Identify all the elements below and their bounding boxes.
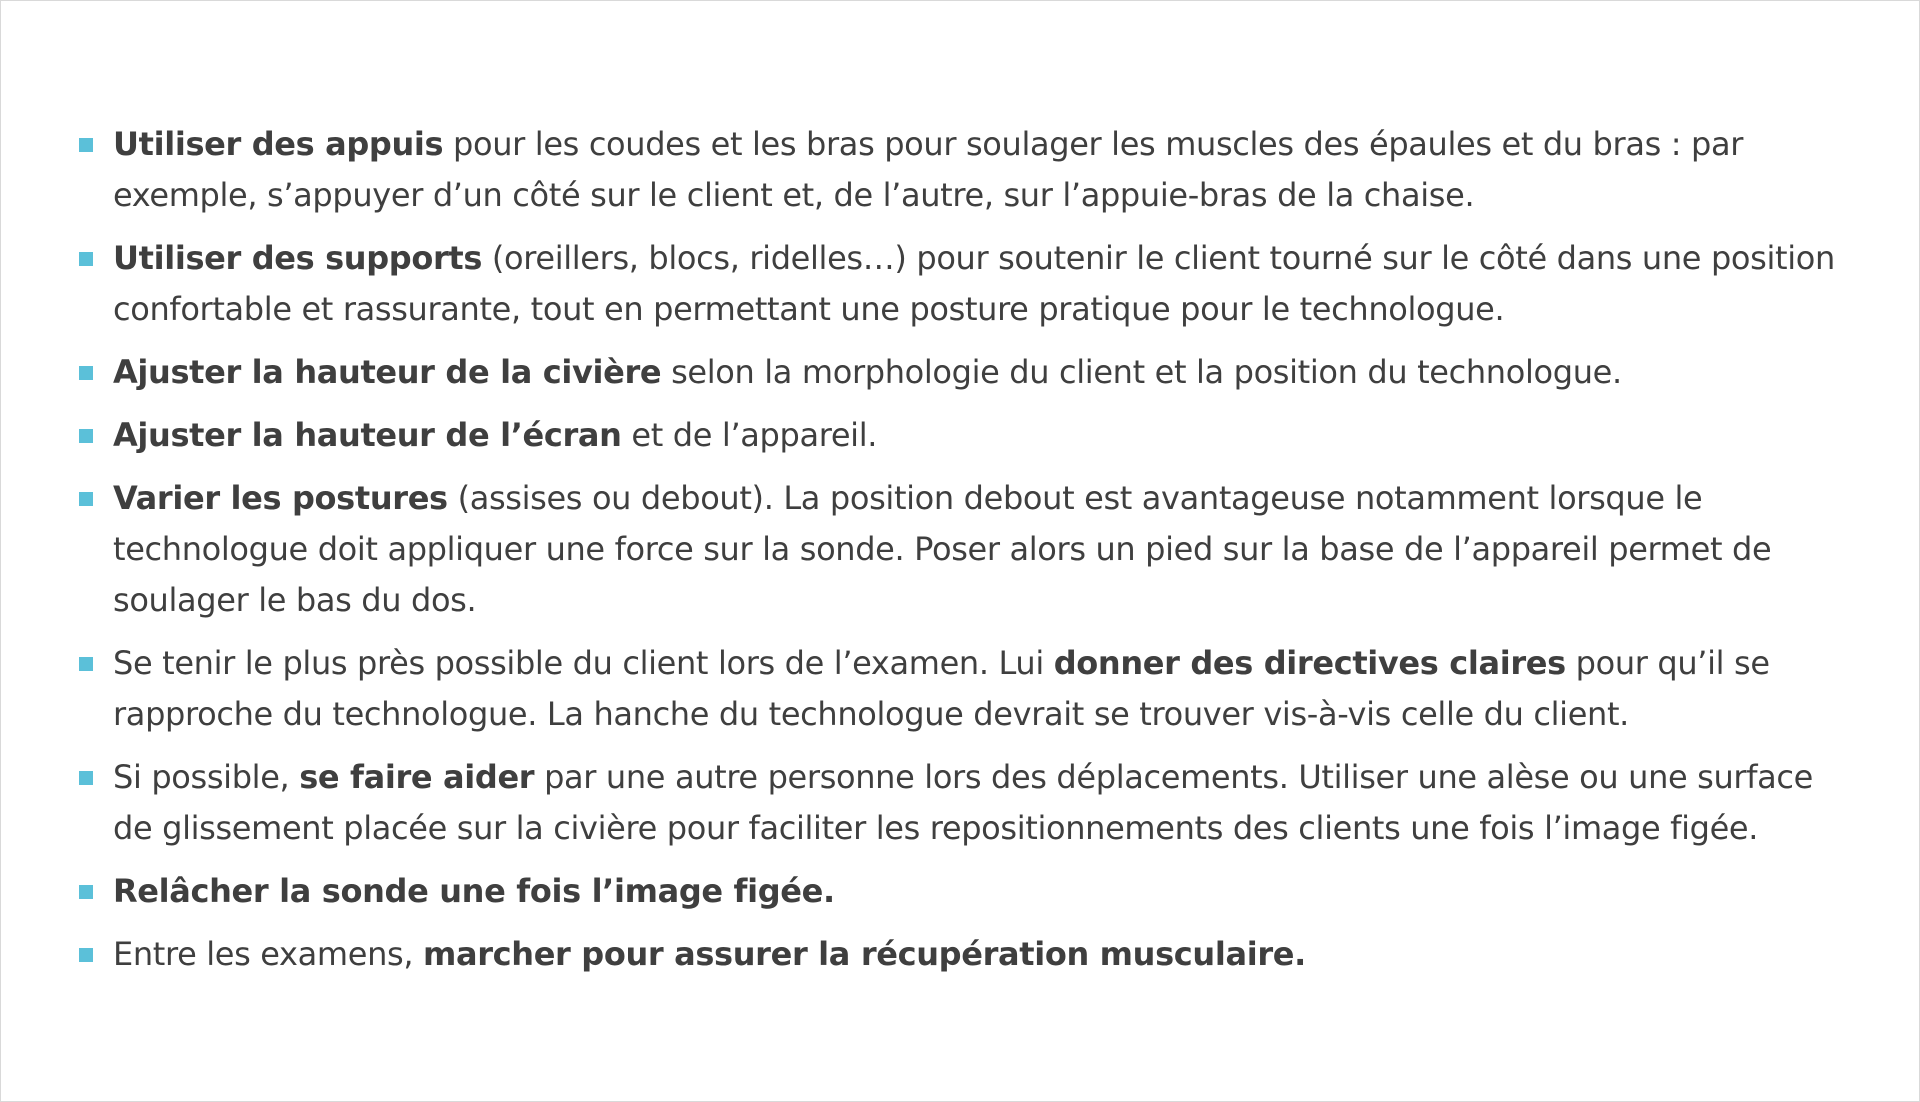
body-text: Se tenir le plus près possible du client lors de l’examen. Lui — [113, 644, 1054, 682]
list-item-text — [113, 410, 1855, 461]
square-bullet-icon — [79, 492, 93, 506]
emphasis-text: se faire aider — [299, 758, 535, 796]
square-bullet-icon — [79, 252, 93, 266]
list-item — [75, 752, 1855, 854]
list-item — [75, 233, 1855, 335]
square-bullet-icon — [79, 138, 93, 152]
list-item-text — [113, 752, 1855, 854]
emphasis-text: Ajuster la hauteur de la civière — [113, 353, 662, 391]
list-item — [75, 119, 1855, 221]
list-item — [75, 347, 1855, 398]
square-bullet-icon — [79, 429, 93, 443]
list-item-text — [113, 866, 1855, 917]
list-item — [75, 473, 1855, 626]
emphasis-text: donner des directives claires — [1053, 644, 1566, 682]
square-bullet-icon — [79, 948, 93, 962]
body-text: pour qu’il se rapproche du technologue. La hanche du technologue devrait se trouver vis-à-vis celle du client. — [113, 644, 1770, 733]
body-text: (assises ou debout). La position debout est avantageuse notamment lorsque le technologue doit appliquer une force sur la sonde. Poser alors un pied sur la base de l’appareil permet de soulager le bas du dos. — [113, 479, 1772, 619]
body-text: pour les coudes et les bras pour soulager les muscles des épaules et du bras : par exemple, s’appuyer d’un côté sur le client et, de l’autre, sur l’appuie-bras de la chaise. — [113, 125, 1744, 214]
square-bullet-icon — [79, 885, 93, 899]
emphasis-text: Utiliser des supports — [113, 239, 483, 277]
list-item-text — [113, 119, 1855, 221]
list-item-text — [113, 347, 1855, 398]
square-bullet-icon — [79, 366, 93, 380]
emphasis-text: Relâcher la sonde une fois l’image figée. — [113, 872, 835, 910]
body-text: Entre les examens, — [113, 935, 423, 973]
body-text: selon la morphologie du client et la position du technologue. — [661, 353, 1622, 391]
body-text: Si possible, — [113, 758, 300, 796]
square-bullet-icon — [79, 771, 93, 785]
bullet-list — [75, 119, 1855, 992]
emphasis-text: Ajuster la hauteur de l’écran — [113, 416, 622, 454]
emphasis-text: Varier les postures — [113, 479, 448, 517]
list-item — [75, 929, 1855, 980]
list-item-text — [113, 473, 1855, 626]
list-item-text — [113, 638, 1855, 740]
body-text: par une autre personne lors des déplacements. Utiliser une alèse ou une surface de glissement placée sur la civière pour faciliter les repositionnements des clients une fois l’image figée. — [113, 758, 1813, 847]
emphasis-text: Utiliser des appuis — [113, 125, 444, 163]
list-item-text — [113, 233, 1855, 335]
emphasis-text: marcher pour assurer la récupération musculaire. — [422, 935, 1306, 973]
list-item — [75, 866, 1855, 917]
list-item-text — [113, 929, 1855, 980]
list-item — [75, 410, 1855, 461]
body-text: (oreillers, blocs, ridelles…) pour soutenir le client tourné sur le côté dans une position confortable et rassurante, tout en permettant une posture pratique pour le technologue. — [113, 239, 1835, 328]
square-bullet-icon — [79, 657, 93, 671]
body-text: et de l’appareil. — [621, 416, 878, 454]
list-item — [75, 638, 1855, 740]
